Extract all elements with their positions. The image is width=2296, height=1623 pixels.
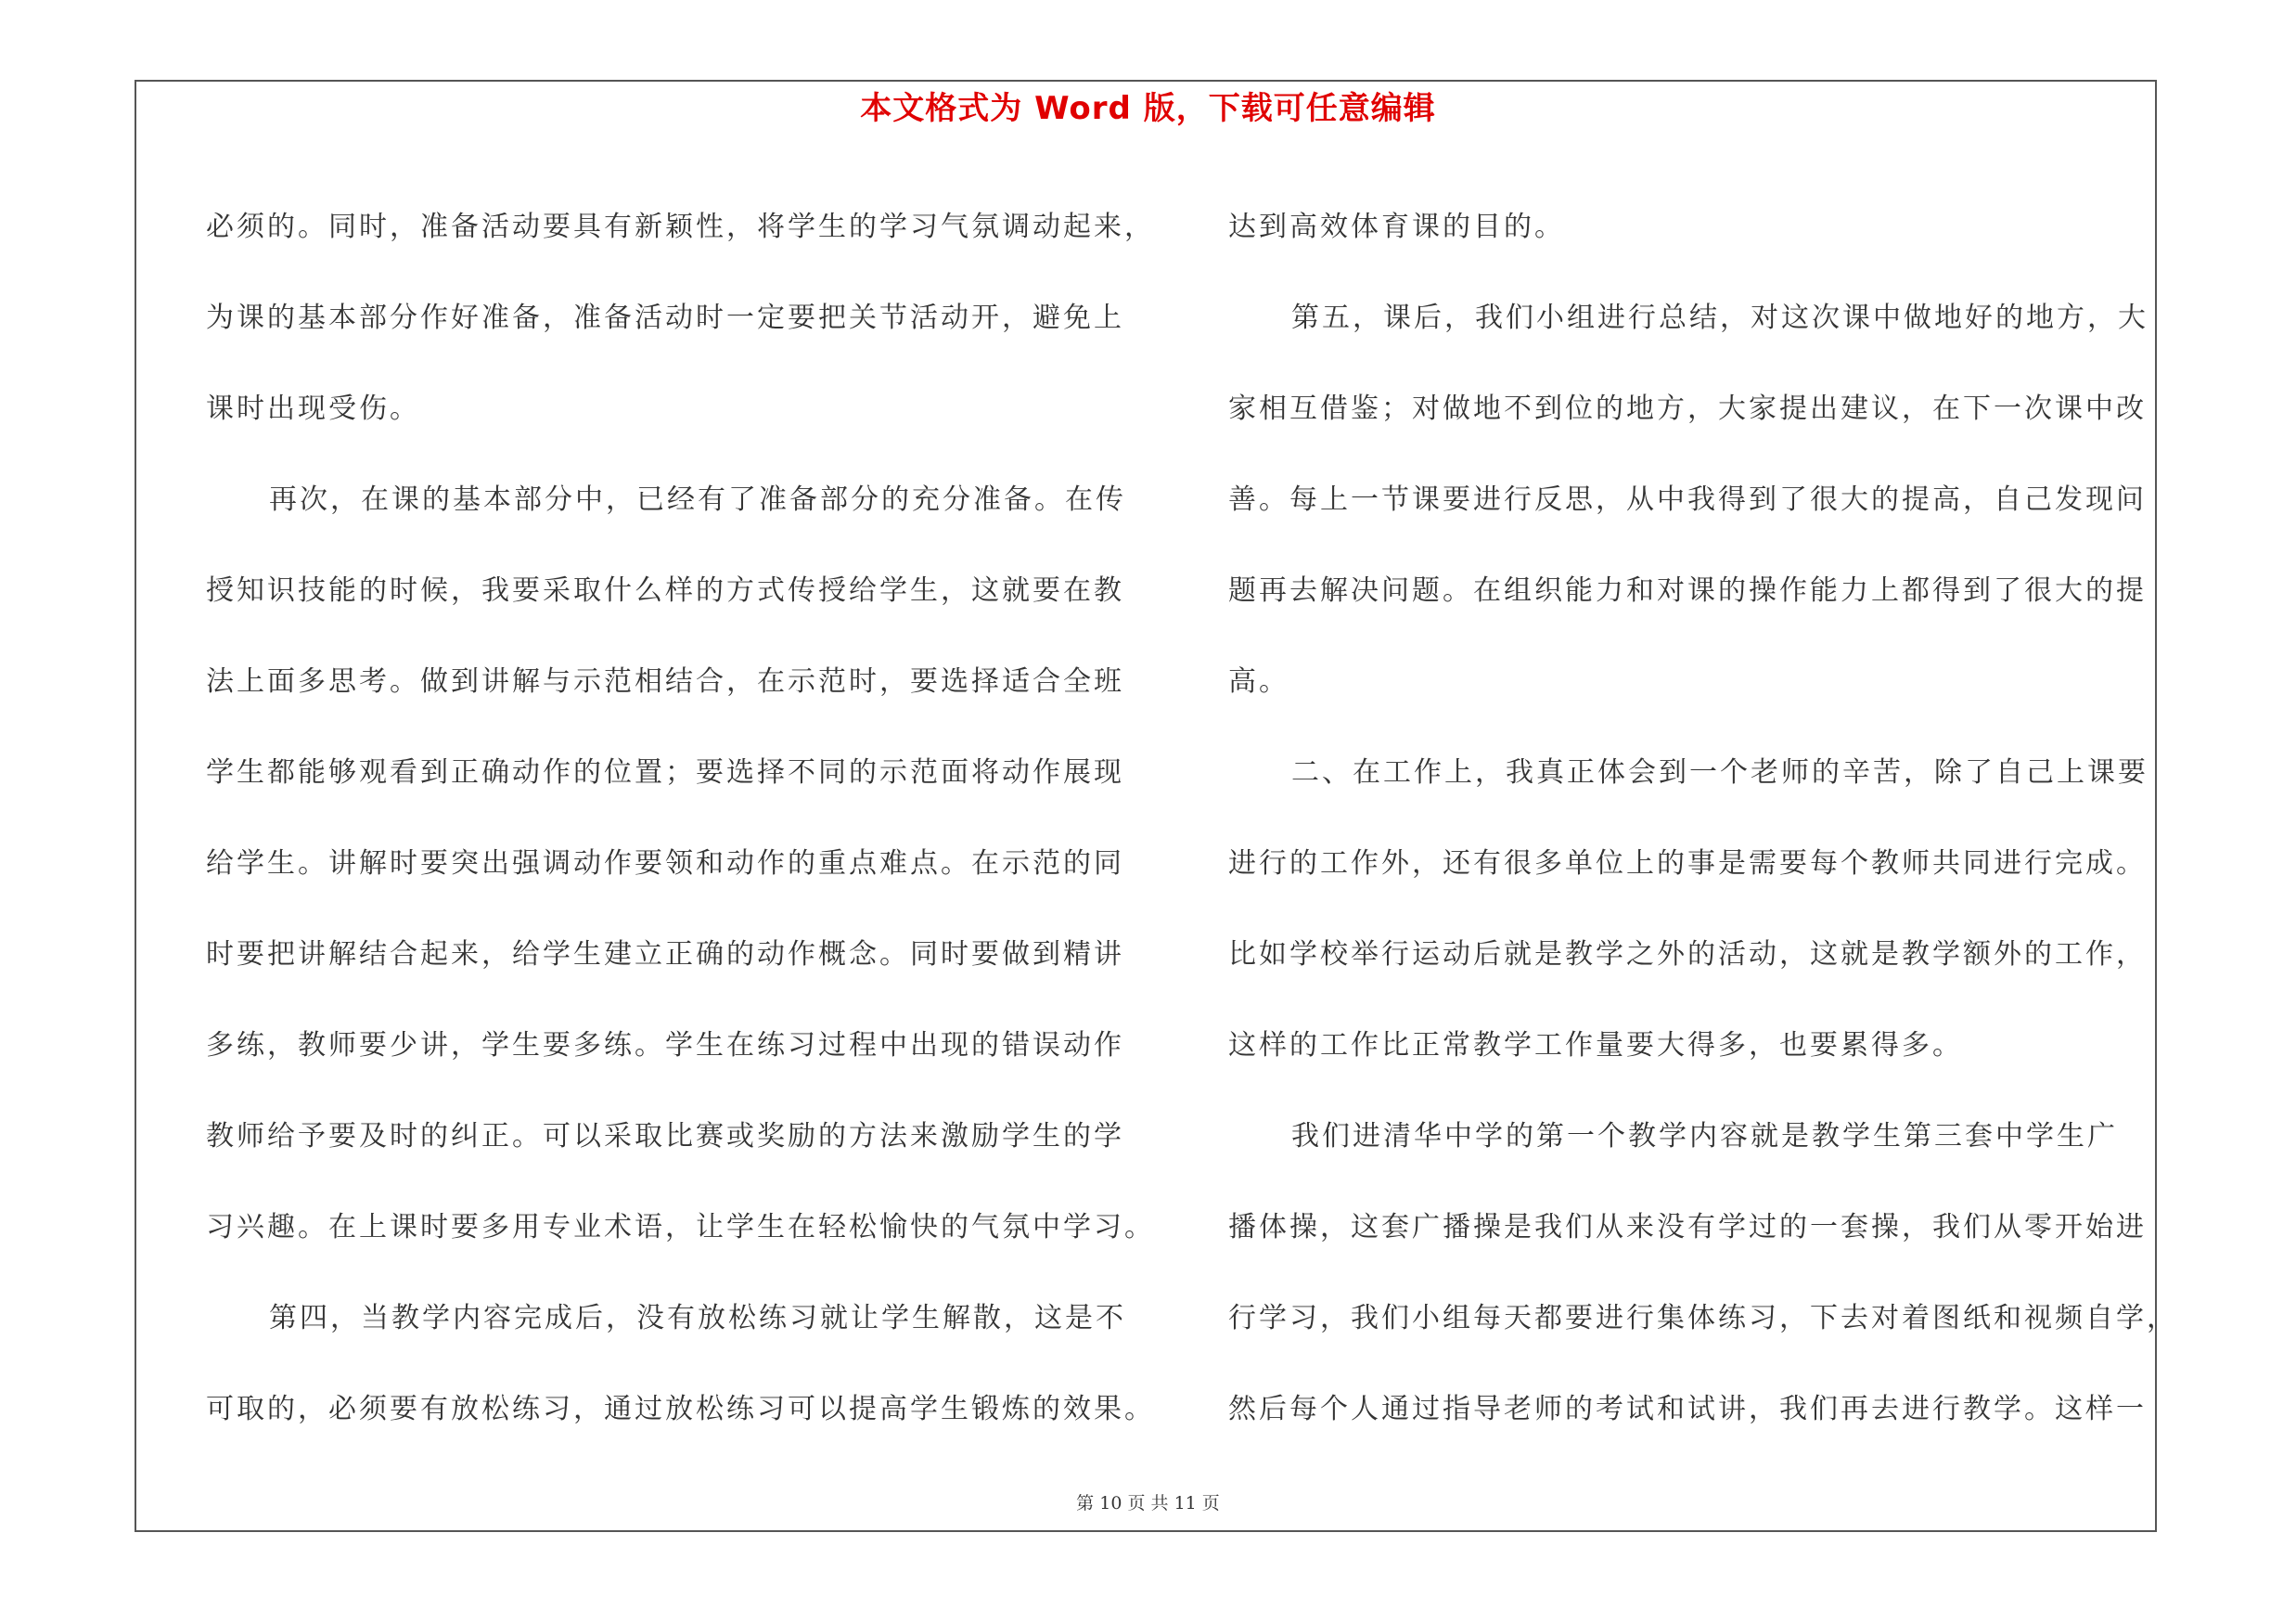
text-line: 二、在工作上，我真正体会到一个老师的辛苦，除了自己上课要 [1291,756,2148,789]
footer-middle: 页 共 [1127,1493,1169,1514]
text-line: 题再去解决问题。在组织能力和对课的操作能力上都得到了很大的提 [1228,574,2147,607]
text-line: 我们进清华中学的第一个教学内容就是教学生第三套中学生广 [1291,1120,2118,1153]
left-text-column [206,182,1155,1455]
footer-total-pages: 11 [1174,1493,1197,1514]
text-line: 家相互借鉴；对做地不到位的地方，大家提出建议，在下一次课中改 [1228,393,2147,425]
text-line: 为课的基本部分作好准备，准备活动时一定要把关节活动开，避免上 [206,302,1124,334]
text-line: 必须的。同时，准备活动要具有新颖性，将学生的学习气氛调动起来， [206,211,1155,243]
page-footer [0,1492,2296,1514]
text-line: 多练，教师要少讲，学生要多练。学生在练习过程中出现的错误动作 [206,1029,1124,1062]
text-line: 这样的工作比正常教学工作量要大得多，也要累得多。 [1228,1029,1963,1062]
footer-prefix: 第 [1076,1493,1095,1514]
text-line: 第五，课后，我们小组进行总结，对这次课中做地好的地方，大 [1291,302,2148,334]
text-line: 播体操，这套广播操是我们从来没有学过的一套操，我们从零开始进 [1228,1211,2147,1243]
text-line: 学生都能够观看到正确动作的位置；要选择不同的示范面将动作展现 [206,756,1124,789]
text-line: 再次，在课的基本部分中，已经有了准备部分的充分准备。在传 [269,483,1126,516]
text-line: 进行的工作外，还有很多单位上的事是需要每个教师共同进行完成。 [1228,847,2147,880]
footer-suffix: 页 [1201,1493,1220,1514]
text-line: 善。每上一节课要进行反思，从中我得到了很大的提高，自己发现问 [1228,483,2147,516]
text-line: 高。 [1228,665,1289,698]
text-line: 比如学校举行运动后就是教学之外的活动，这就是教学额外的工作， [1228,938,2147,971]
text-line: 可取的，必须要有放松练习，通过放松练习可以提高学生锻炼的效果。 [206,1393,1155,1425]
text-line: 授知识技能的时候，我要采取什么样的方式传授给学生，这就要在教 [206,574,1124,607]
footer-page-number: 10 [1099,1493,1122,1514]
text-line: 习兴趣。在上课时要多用专业术语，让学生在轻松愉快的气氛中学习。 [206,1211,1155,1243]
text-line: 法上面多思考。做到讲解与示范相结合，在示范时，要选择适合全班 [206,665,1124,698]
format-banner: 本文格式为 Word 版，下载可任意编辑 [860,90,1436,127]
text-line: 课时出现受伤。 [206,393,420,425]
text-line: 时要把讲解结合起来，给学生建立正确的动作概念。同时要做到精讲 [206,938,1124,971]
text-line: 行学习，我们小组每天都要进行集体练习，下去对着图纸和视频自学， [1228,1302,2177,1334]
text-line: 第四，当教学内容完成后，没有放松练习就让学生解散，这是不 [269,1302,1126,1334]
text-line: 给学生。讲解时要突出强调动作要领和动作的重点难点。在示范的同 [206,847,1124,880]
text-line: 达到高效体育课的目的。 [1228,211,1565,243]
right-text-column [1228,182,2177,1455]
text-line: 教师给予要及时的纠正。可以采取比赛或奖励的方法来激励学生的学 [206,1120,1124,1153]
text-line: 然后每个人通过指导老师的考试和试讲，我们再去进行教学。这样一 [1228,1393,2147,1425]
